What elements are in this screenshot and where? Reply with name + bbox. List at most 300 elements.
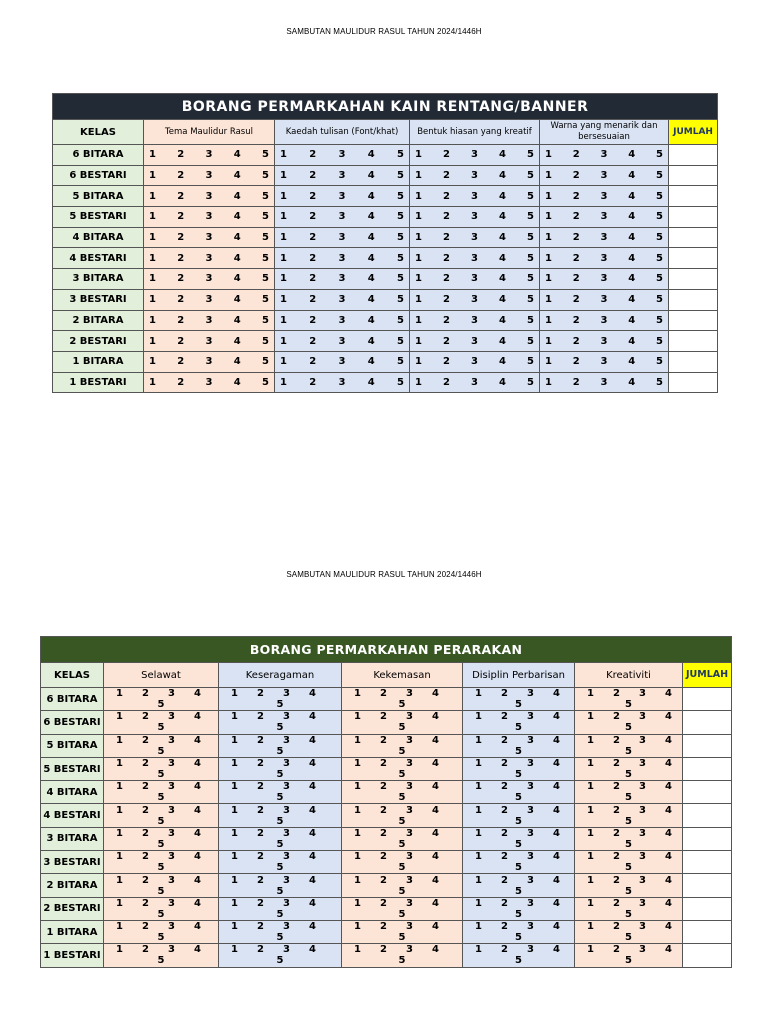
score-option[interactable]: 1 <box>116 944 123 956</box>
score-option[interactable]: 1 <box>149 232 156 244</box>
score-option[interactable]: 2 <box>572 232 580 244</box>
score-option[interactable]: 5 <box>515 862 522 874</box>
score-option[interactable]: 3 <box>205 294 213 306</box>
score-option[interactable]: 3 <box>406 688 413 700</box>
score-option[interactable]: 5 <box>276 838 284 850</box>
score-option[interactable]: 4 <box>432 758 439 770</box>
score-option[interactable]: 2 <box>309 356 317 368</box>
score-cell[interactable] <box>540 165 669 186</box>
score-option[interactable]: 5 <box>527 376 534 388</box>
score-option[interactable]: 2 <box>501 734 508 746</box>
score-cell[interactable] <box>342 944 463 967</box>
score-option[interactable]: 1 <box>280 273 287 285</box>
score-option[interactable]: 5 <box>398 838 406 850</box>
score-option[interactable]: 5 <box>625 955 632 967</box>
score-option[interactable]: 4 <box>309 734 316 746</box>
score-option[interactable]: 4 <box>665 921 672 933</box>
score-option[interactable]: 3 <box>338 232 346 244</box>
score-option[interactable]: 4 <box>665 758 672 770</box>
jumlah-cell[interactable] <box>683 734 732 757</box>
score-cell[interactable] <box>219 711 342 734</box>
score-option[interactable]: 2 <box>613 827 620 839</box>
jumlah-cell[interactable] <box>669 269 718 290</box>
score-cell[interactable] <box>575 688 683 711</box>
jumlah-cell[interactable] <box>669 207 718 228</box>
score-cell[interactable] <box>540 248 669 269</box>
score-option[interactable]: 2 <box>177 335 185 347</box>
score-option[interactable]: 5 <box>515 932 522 944</box>
jumlah-cell[interactable] <box>683 688 732 711</box>
score-option[interactable]: 4 <box>233 170 241 182</box>
score-option[interactable]: 1 <box>475 734 482 746</box>
score-cell[interactable] <box>463 920 575 943</box>
score-cell[interactable] <box>342 897 463 920</box>
score-option[interactable]: 4 <box>665 874 672 886</box>
score-cell[interactable] <box>104 804 219 827</box>
score-option[interactable]: 1 <box>280 149 287 161</box>
score-cell[interactable] <box>575 897 683 920</box>
score-option[interactable]: 1 <box>354 758 361 770</box>
score-option[interactable]: 3 <box>471 170 478 182</box>
score-option[interactable]: 3 <box>406 944 413 956</box>
score-cell[interactable] <box>463 688 575 711</box>
score-option[interactable]: 4 <box>367 376 375 388</box>
score-option[interactable]: 5 <box>276 862 284 874</box>
score-option[interactable]: 1 <box>545 314 552 326</box>
score-option[interactable]: 3 <box>527 804 534 816</box>
score-option[interactable]: 2 <box>257 688 264 700</box>
score-option[interactable]: 5 <box>625 722 632 734</box>
score-option[interactable]: 2 <box>257 944 264 956</box>
score-option[interactable]: 3 <box>639 734 646 746</box>
score-option[interactable]: 4 <box>367 149 375 161</box>
score-cell[interactable] <box>410 207 540 228</box>
score-option[interactable]: 5 <box>527 294 534 306</box>
score-option[interactable]: 4 <box>309 897 316 909</box>
score-cell[interactable] <box>144 331 275 352</box>
score-option[interactable]: 4 <box>499 356 506 368</box>
score-cell[interactable] <box>275 186 410 207</box>
score-cell[interactable] <box>342 781 463 804</box>
score-option[interactable]: 2 <box>501 944 508 956</box>
score-option[interactable]: 3 <box>338 376 346 388</box>
score-option[interactable]: 4 <box>665 688 672 700</box>
score-cell[interactable] <box>275 372 410 393</box>
score-option[interactable]: 3 <box>527 921 534 933</box>
score-cell[interactable] <box>104 734 219 757</box>
score-option[interactable]: 1 <box>354 804 361 816</box>
score-cell[interactable] <box>342 920 463 943</box>
score-option[interactable]: 5 <box>656 294 663 306</box>
score-option[interactable]: 2 <box>572 376 580 388</box>
score-option[interactable]: 5 <box>515 769 522 781</box>
score-option[interactable]: 5 <box>398 699 406 711</box>
score-option[interactable]: 4 <box>628 335 636 347</box>
jumlah-cell[interactable] <box>669 165 718 186</box>
score-option[interactable]: 5 <box>625 885 632 897</box>
score-option[interactable]: 1 <box>231 688 238 700</box>
score-option[interactable]: 4 <box>628 190 636 202</box>
score-cell[interactable] <box>575 827 683 850</box>
score-option[interactable]: 1 <box>475 758 482 770</box>
score-option[interactable]: 4 <box>309 921 316 933</box>
jumlah-cell[interactable] <box>683 851 732 874</box>
score-option[interactable]: 5 <box>656 356 663 368</box>
score-option[interactable]: 4 <box>628 356 636 368</box>
score-option[interactable]: 4 <box>499 170 506 182</box>
score-option[interactable]: 4 <box>553 734 560 746</box>
score-option[interactable]: 1 <box>149 294 156 306</box>
score-option[interactable]: 4 <box>499 232 506 244</box>
score-option[interactable]: 4 <box>499 294 506 306</box>
score-option[interactable]: 2 <box>443 232 450 244</box>
score-option[interactable]: 4 <box>432 781 439 793</box>
score-option[interactable]: 5 <box>262 376 269 388</box>
score-option[interactable]: 4 <box>233 190 241 202</box>
score-option[interactable]: 2 <box>501 897 508 909</box>
score-option[interactable]: 5 <box>398 769 406 781</box>
score-option[interactable]: 3 <box>639 851 646 863</box>
score-option[interactable]: 4 <box>499 273 506 285</box>
score-option[interactable]: 4 <box>194 711 201 723</box>
score-option[interactable]: 5 <box>625 745 632 757</box>
score-cell[interactable] <box>410 331 540 352</box>
score-cell[interactable] <box>275 165 410 186</box>
score-cell[interactable] <box>540 145 669 166</box>
score-option[interactable]: 1 <box>116 897 123 909</box>
score-cell[interactable] <box>540 351 669 372</box>
score-option[interactable]: 1 <box>545 232 552 244</box>
score-option[interactable]: 4 <box>665 781 672 793</box>
score-option[interactable]: 4 <box>367 170 375 182</box>
score-option[interactable]: 5 <box>625 838 632 850</box>
score-option[interactable]: 1 <box>545 376 552 388</box>
score-option[interactable]: 2 <box>257 921 264 933</box>
score-option[interactable]: 2 <box>613 804 620 816</box>
score-option[interactable]: 2 <box>177 294 185 306</box>
score-option[interactable]: 5 <box>157 769 165 781</box>
score-option[interactable]: 5 <box>527 252 534 264</box>
score-option[interactable]: 2 <box>501 758 508 770</box>
score-option[interactable]: 3 <box>338 149 346 161</box>
jumlah-cell[interactable] <box>683 781 732 804</box>
score-cell[interactable] <box>219 688 342 711</box>
score-cell[interactable] <box>575 851 683 874</box>
score-option[interactable]: 4 <box>628 294 636 306</box>
score-option[interactable]: 4 <box>665 851 672 863</box>
score-cell[interactable] <box>540 269 669 290</box>
score-option[interactable]: 5 <box>397 356 404 368</box>
score-option[interactable]: 2 <box>501 921 508 933</box>
score-option[interactable]: 5 <box>276 955 284 967</box>
score-option[interactable]: 3 <box>168 711 175 723</box>
score-option[interactable]: 2 <box>177 232 185 244</box>
score-option[interactable]: 2 <box>142 897 149 909</box>
score-option[interactable]: 4 <box>628 252 636 264</box>
score-option[interactable]: 5 <box>157 745 165 757</box>
score-option[interactable]: 3 <box>600 376 608 388</box>
score-option[interactable]: 1 <box>280 376 287 388</box>
score-option[interactable]: 2 <box>380 734 387 746</box>
score-cell[interactable] <box>410 269 540 290</box>
score-option[interactable]: 1 <box>415 232 422 244</box>
score-option[interactable]: 1 <box>587 781 594 793</box>
score-option[interactable]: 3 <box>406 827 413 839</box>
score-option[interactable]: 4 <box>309 944 316 956</box>
score-option[interactable]: 3 <box>639 688 646 700</box>
jumlah-cell[interactable] <box>669 227 718 248</box>
score-option[interactable]: 5 <box>656 190 663 202</box>
score-option[interactable]: 3 <box>471 376 478 388</box>
score-option[interactable]: 1 <box>415 149 422 161</box>
score-option[interactable]: 1 <box>149 335 156 347</box>
score-option[interactable]: 2 <box>443 376 450 388</box>
score-option[interactable]: 2 <box>257 781 264 793</box>
score-option[interactable]: 1 <box>116 851 123 863</box>
score-option[interactable]: 1 <box>475 804 482 816</box>
score-option[interactable]: 5 <box>262 190 269 202</box>
score-option[interactable]: 2 <box>501 804 508 816</box>
score-option[interactable]: 5 <box>276 885 284 897</box>
score-cell[interactable] <box>144 207 275 228</box>
score-option[interactable]: 1 <box>280 190 287 202</box>
score-option[interactable]: 2 <box>501 851 508 863</box>
score-option[interactable]: 2 <box>613 851 620 863</box>
score-option[interactable]: 2 <box>613 781 620 793</box>
score-cell[interactable] <box>575 804 683 827</box>
score-cell[interactable] <box>463 827 575 850</box>
score-option[interactable]: 1 <box>587 734 594 746</box>
score-option[interactable]: 4 <box>233 149 241 161</box>
score-cell[interactable] <box>463 757 575 780</box>
score-option[interactable]: 4 <box>499 252 506 264</box>
score-option[interactable]: 5 <box>515 955 522 967</box>
score-option[interactable]: 4 <box>367 232 375 244</box>
score-option[interactable]: 5 <box>397 376 404 388</box>
score-option[interactable]: 2 <box>177 273 185 285</box>
score-option[interactable]: 2 <box>501 711 508 723</box>
score-option[interactable]: 4 <box>499 314 506 326</box>
score-option[interactable]: 5 <box>276 722 284 734</box>
score-option[interactable]: 4 <box>194 921 201 933</box>
score-cell[interactable] <box>540 331 669 352</box>
score-option[interactable]: 2 <box>309 294 317 306</box>
score-option[interactable]: 3 <box>639 827 646 839</box>
score-option[interactable]: 4 <box>233 335 241 347</box>
score-cell[interactable] <box>104 920 219 943</box>
score-cell[interactable] <box>275 227 410 248</box>
score-option[interactable]: 4 <box>553 921 560 933</box>
score-option[interactable]: 1 <box>415 170 422 182</box>
score-option[interactable]: 3 <box>283 711 290 723</box>
score-cell[interactable] <box>463 897 575 920</box>
score-option[interactable]: 4 <box>233 314 241 326</box>
score-option[interactable]: 3 <box>283 804 290 816</box>
score-option[interactable]: 4 <box>665 827 672 839</box>
score-option[interactable]: 4 <box>628 376 636 388</box>
score-option[interactable]: 1 <box>415 314 422 326</box>
score-option[interactable]: 5 <box>262 149 269 161</box>
score-option[interactable]: 5 <box>656 149 663 161</box>
score-option[interactable]: 5 <box>398 862 406 874</box>
score-option[interactable]: 5 <box>398 908 406 920</box>
score-option[interactable]: 3 <box>406 851 413 863</box>
score-option[interactable]: 4 <box>665 711 672 723</box>
score-option[interactable]: 1 <box>149 252 156 264</box>
score-option[interactable]: 1 <box>415 211 422 223</box>
score-cell[interactable] <box>104 711 219 734</box>
score-option[interactable]: 1 <box>116 711 123 723</box>
score-option[interactable]: 1 <box>587 944 594 956</box>
score-option[interactable]: 3 <box>639 944 646 956</box>
score-cell[interactable] <box>410 145 540 166</box>
score-option[interactable]: 1 <box>354 921 361 933</box>
score-option[interactable]: 1 <box>116 921 123 933</box>
score-option[interactable]: 3 <box>406 734 413 746</box>
score-option[interactable]: 5 <box>656 232 663 244</box>
score-option[interactable]: 3 <box>338 294 346 306</box>
score-option[interactable]: 4 <box>367 356 375 368</box>
score-option[interactable]: 5 <box>515 699 522 711</box>
score-option[interactable]: 4 <box>553 851 560 863</box>
score-option[interactable]: 2 <box>613 921 620 933</box>
score-option[interactable]: 3 <box>639 804 646 816</box>
score-option[interactable]: 3 <box>406 781 413 793</box>
score-option[interactable]: 3 <box>283 781 290 793</box>
score-option[interactable]: 5 <box>262 252 269 264</box>
score-cell[interactable] <box>575 757 683 780</box>
score-option[interactable]: 2 <box>177 356 185 368</box>
score-option[interactable]: 1 <box>149 170 156 182</box>
score-cell[interactable] <box>540 227 669 248</box>
score-cell[interactable] <box>275 269 410 290</box>
jumlah-cell[interactable] <box>669 289 718 310</box>
score-option[interactable]: 2 <box>257 897 264 909</box>
score-cell[interactable] <box>575 874 683 897</box>
score-option[interactable]: 1 <box>116 874 123 886</box>
score-option[interactable]: 1 <box>149 211 156 223</box>
score-option[interactable]: 4 <box>194 827 201 839</box>
score-option[interactable]: 5 <box>397 211 404 223</box>
score-option[interactable]: 2 <box>572 273 580 285</box>
score-option[interactable]: 3 <box>283 874 290 886</box>
score-option[interactable]: 5 <box>262 211 269 223</box>
score-option[interactable]: 1 <box>587 827 594 839</box>
score-cell[interactable] <box>342 757 463 780</box>
score-option[interactable]: 2 <box>501 874 508 886</box>
score-option[interactable]: 1 <box>587 688 594 700</box>
score-cell[interactable] <box>144 248 275 269</box>
score-option[interactable]: 1 <box>545 211 552 223</box>
score-option[interactable]: 3 <box>600 252 608 264</box>
score-option[interactable]: 5 <box>625 862 632 874</box>
score-option[interactable]: 4 <box>553 897 560 909</box>
score-option[interactable]: 1 <box>475 827 482 839</box>
score-option[interactable]: 2 <box>177 149 185 161</box>
score-option[interactable]: 1 <box>116 688 123 700</box>
score-option[interactable]: 5 <box>276 769 284 781</box>
score-option[interactable]: 5 <box>656 252 663 264</box>
score-option[interactable]: 1 <box>231 874 238 886</box>
score-option[interactable]: 2 <box>380 897 387 909</box>
score-option[interactable]: 4 <box>553 781 560 793</box>
score-cell[interactable] <box>410 227 540 248</box>
score-cell[interactable] <box>342 827 463 850</box>
score-option[interactable]: 1 <box>231 711 238 723</box>
score-option[interactable]: 5 <box>527 211 534 223</box>
score-option[interactable]: 1 <box>587 758 594 770</box>
score-option[interactable]: 3 <box>406 874 413 886</box>
score-option[interactable]: 3 <box>168 827 175 839</box>
score-option[interactable]: 3 <box>283 921 290 933</box>
score-option[interactable]: 5 <box>656 170 663 182</box>
score-option[interactable]: 3 <box>168 897 175 909</box>
score-option[interactable]: 1 <box>149 273 156 285</box>
score-option[interactable]: 4 <box>367 211 375 223</box>
score-option[interactable]: 3 <box>205 190 213 202</box>
score-option[interactable]: 5 <box>157 955 165 967</box>
score-option[interactable]: 3 <box>338 273 346 285</box>
score-option[interactable]: 1 <box>231 921 238 933</box>
score-option[interactable]: 2 <box>572 170 580 182</box>
score-option[interactable]: 5 <box>397 294 404 306</box>
score-cell[interactable] <box>410 310 540 331</box>
score-cell[interactable] <box>104 827 219 850</box>
score-option[interactable]: 4 <box>432 874 439 886</box>
score-option[interactable]: 1 <box>280 170 287 182</box>
score-option[interactable]: 4 <box>628 273 636 285</box>
score-option[interactable]: 2 <box>309 252 317 264</box>
score-option[interactable]: 2 <box>309 376 317 388</box>
score-option[interactable]: 4 <box>309 827 316 839</box>
score-option[interactable]: 2 <box>380 921 387 933</box>
score-option[interactable]: 5 <box>397 273 404 285</box>
score-option[interactable]: 4 <box>194 758 201 770</box>
score-cell[interactable] <box>410 372 540 393</box>
score-option[interactable]: 2 <box>380 851 387 863</box>
score-option[interactable]: 2 <box>613 758 620 770</box>
score-option[interactable]: 1 <box>280 252 287 264</box>
jumlah-cell[interactable] <box>669 310 718 331</box>
score-option[interactable]: 2 <box>443 356 450 368</box>
score-option[interactable]: 2 <box>142 711 149 723</box>
score-cell[interactable] <box>219 897 342 920</box>
score-option[interactable]: 3 <box>600 273 608 285</box>
score-option[interactable]: 5 <box>398 932 406 944</box>
score-option[interactable]: 5 <box>527 273 534 285</box>
score-option[interactable]: 2 <box>142 851 149 863</box>
score-option[interactable]: 2 <box>309 170 317 182</box>
score-option[interactable]: 3 <box>338 252 346 264</box>
score-option[interactable]: 1 <box>475 897 482 909</box>
score-option[interactable]: 5 <box>656 314 663 326</box>
score-option[interactable]: 2 <box>309 211 317 223</box>
score-option[interactable]: 3 <box>168 874 175 886</box>
score-option[interactable]: 5 <box>276 792 284 804</box>
score-option[interactable]: 2 <box>142 734 149 746</box>
jumlah-cell[interactable] <box>683 804 732 827</box>
score-cell[interactable] <box>104 757 219 780</box>
score-cell[interactable] <box>540 186 669 207</box>
score-cell[interactable] <box>219 757 342 780</box>
score-option[interactable]: 4 <box>665 944 672 956</box>
score-option[interactable]: 3 <box>205 170 213 182</box>
score-option[interactable]: 4 <box>432 827 439 839</box>
score-option[interactable]: 2 <box>142 827 149 839</box>
score-option[interactable]: 5 <box>157 722 165 734</box>
score-cell[interactable] <box>219 944 342 967</box>
score-option[interactable]: 5 <box>527 190 534 202</box>
